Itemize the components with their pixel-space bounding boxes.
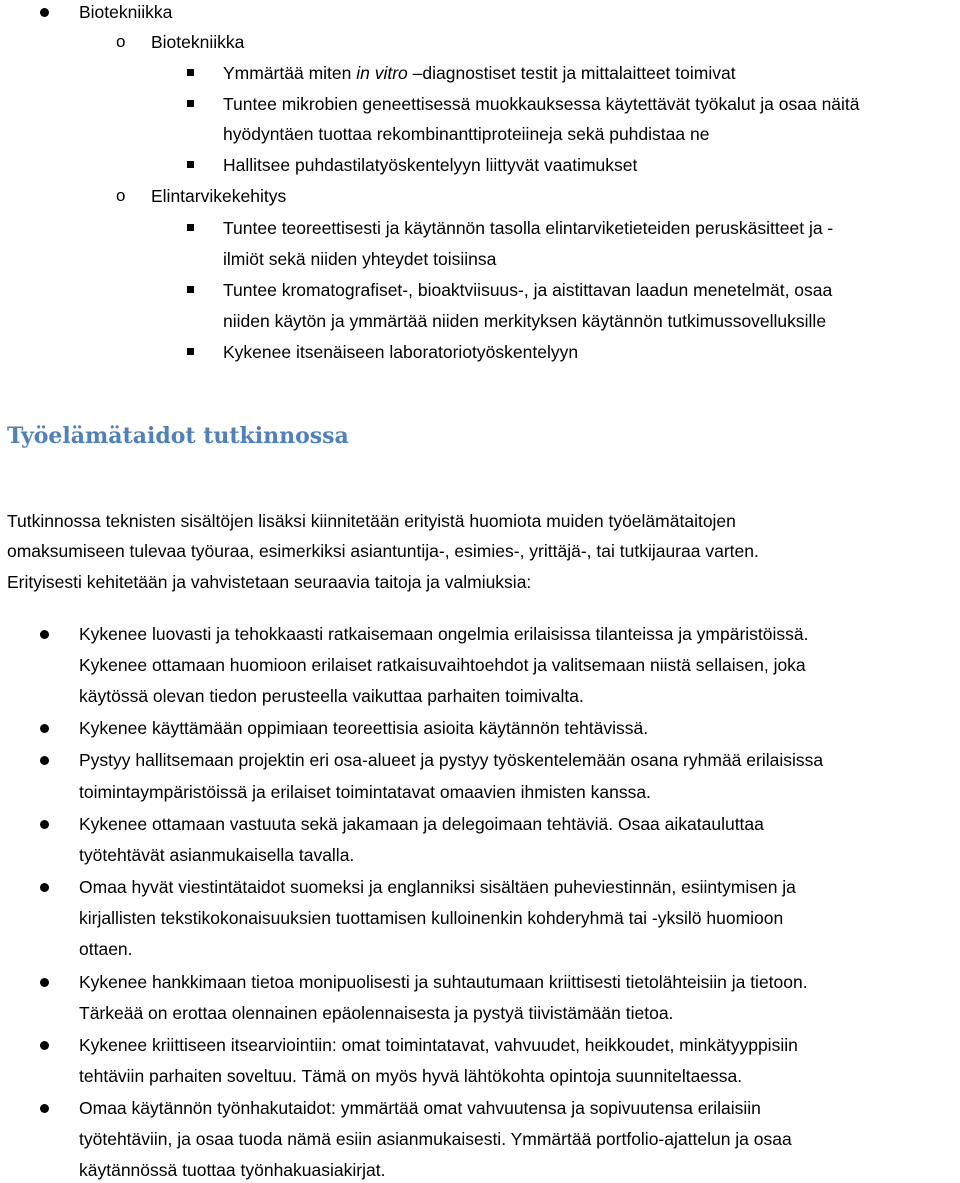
list-item: Tuntee mikrobien geneettisessä muokkauksessa käytettävät työkalut ja osaa näitä (223, 94, 860, 114)
list-item-continuation: käytössä olevan tiedon perusteella vaikuttaa parhaiten toimivalta. (79, 686, 584, 706)
bullet-icon (40, 1104, 49, 1113)
square-bullet-icon (187, 224, 194, 231)
bullet-icon (40, 756, 49, 765)
square-bullet-icon (187, 286, 194, 293)
list-item-continuation: ilmiöt sekä niiden yhteydet toisiinsa (223, 249, 497, 269)
square-bullet-icon (187, 69, 194, 76)
italic-term: in vitro (356, 63, 408, 83)
list-item: Kykenee hankkimaan tietoa monipuolisesti ja suhtautumaan kriittisesti tietolähteisiin ja tietoon. (79, 972, 808, 992)
section-heading: Työelämätaidot tutkinnossa (7, 423, 349, 449)
list-item: Hallitsee puhdastilatyöskentelyyn liittyvät vaatimukset (223, 155, 638, 175)
bullet-icon (40, 724, 49, 733)
list-item-continuation: ottaen. (79, 939, 133, 959)
bullet-icon (40, 8, 49, 17)
square-bullet-icon (187, 348, 194, 355)
list-item: Kykenee kriittiseen itsearviointiin: omat toimintatavat, vahvuudet, heikkoudet, minkätyyppisiin (79, 1035, 798, 1055)
list-item-continuation: kirjallisten tekstikokonaisuuksien tuottamisen kulloinenkin kohderyhmä tai -yksilö huomioon (79, 908, 784, 928)
list-item: Kykenee ottamaan vastuuta sekä jakamaan ja delegoimaan tehtäviä. Osaa aikatauluttaa (79, 814, 764, 834)
list-item-continuation: käytännössä tuottaa työnhakuasiakirjat. (79, 1160, 386, 1180)
list-item-continuation: Kykenee ottamaan huomioon erilaiset ratkaisuvaihtoehdot ja valitsemaan niistä sellaisen, joka (79, 655, 806, 675)
list-item-continuation: tehtäviin parhaiten soveltuu. Tämä on myös hyvä lähtökohta opintoja suunniteltaessa. (79, 1066, 743, 1086)
list-item-continuation: niiden käytön ja ymmärtää niiden merkityksen käytännön tutkimussovelluksille (223, 311, 827, 331)
bullet-icon (40, 820, 49, 829)
list-item-continuation: Tärkeää on erottaa olennainen epäolennaisesta ja pystyä tiivistämään tietoa. (79, 1003, 674, 1023)
sub-list-label: Biotekniikka (151, 32, 245, 52)
list-item-continuation: työtehtävät asianmukaisella tavalla. (79, 845, 355, 865)
list-item: Kykenee luovasti ja tehokkaasti ratkaisemaan ongelmia erilaisissa tilanteissa ja ympäristöissä. (79, 624, 809, 644)
bullet-icon (40, 883, 49, 892)
list-item: Tuntee teoreettisesti ja käytännön tasolla elintarviketieteiden peruskäsitteet ja - (223, 218, 834, 238)
list-item-continuation: toimintaympäristöissä ja erilaiset toimintatavat omaavien ihmisten kanssa. (79, 782, 651, 802)
circle-marker-icon: o (116, 32, 126, 51)
list-item: Ymmärtää miten in vitro –diagnostiset testit ja mittalaitteet toimivat (223, 63, 736, 83)
bullet-icon (40, 630, 49, 639)
bullet-icon (40, 978, 49, 987)
bullet-icon (40, 1041, 49, 1050)
list-item: Tuntee kromatografiset-, bioaktviisuus-, ja aistittavan laadun menetelmät, osaa (223, 280, 833, 300)
sub-list-label: Elintarvikekehitys (151, 186, 287, 206)
intro-paragraph-line: Tutkinnossa teknisten sisältöjen lisäksi kiinnitetään erityistä huomiota muiden työelämätaitojen (7, 511, 736, 531)
list-item-continuation: hyödyntäen tuottaa rekombinanttiproteiineja sekä puhdistaa ne (223, 124, 710, 144)
list-item: Kykenee itsenäiseen laboratoriotyöskentelyyn (223, 342, 579, 362)
intro-paragraph-line: Erityisesti kehitetään ja vahvistetaan seuraavia taitoja ja valmiuksia: (7, 572, 532, 592)
list-item: Omaa käytännön työnhakutaidot: ymmärtää omat vahvuutensa ja sopivuutensa erilaisiin (79, 1098, 761, 1118)
list-item: Kykenee käyttämään oppimiaan teoreettisia asioita käytännön tehtävissä. (79, 718, 649, 738)
circle-marker-icon: o (116, 186, 126, 205)
square-bullet-icon (187, 100, 194, 107)
list-item: Omaa hyvät viestintätaidot suomeksi ja englanniksi sisältäen puheviestinnän, esiintymisen ja (79, 877, 796, 897)
square-bullet-icon (187, 161, 194, 168)
intro-paragraph-line: omaksumiseen tulevaa työuraa, esimerkiksi asiantuntija-, esimies-, yrittäjä-, tai tutkijauraa varten. (7, 541, 759, 561)
list-item-continuation: työtehtäviin, ja osaa tuoda nämä esiin asianmukaisesti. Ymmärtää portfolio-ajattelun ja osaa (79, 1129, 792, 1149)
list-item-l1-label: Biotekniikka (79, 2, 173, 22)
list-item: Pystyy hallitsemaan projektin eri osa-alueet ja pystyy työskentelemään osana ryhmää erilaisissa (79, 750, 824, 770)
